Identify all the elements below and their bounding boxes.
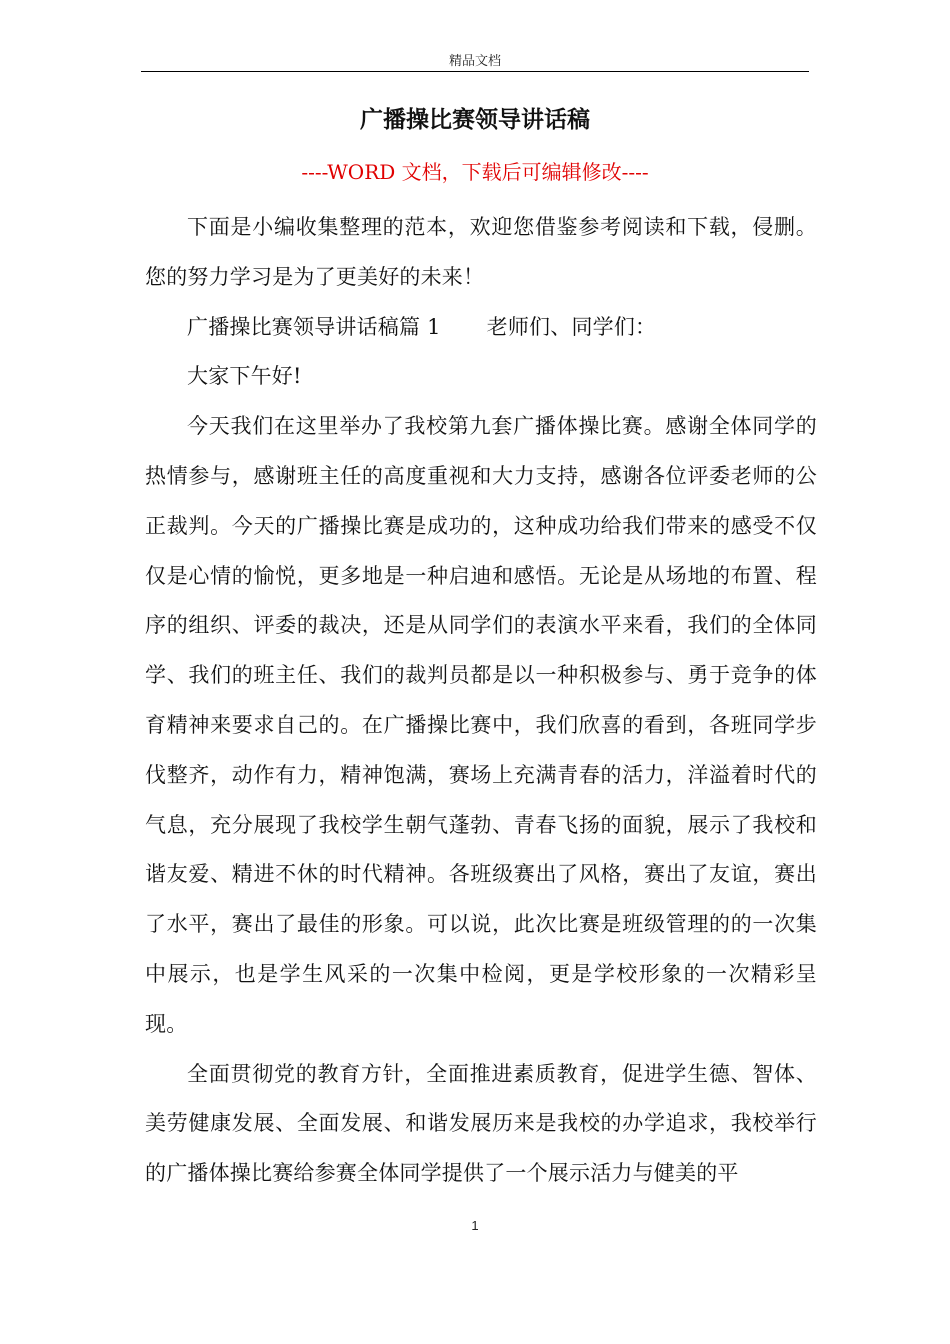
document-title: 广播操比赛领导讲话稿	[360, 106, 590, 133]
page-header: 精品文档	[448, 54, 501, 69]
section-heading-line	[145, 303, 817, 353]
document-subtitle: ----WORD 文档，下载后可编辑修改----	[301, 160, 649, 184]
intro-paragraph: 下面是小编收集整理的范本，欢迎您借鉴参考阅读和下载，侵删。您的努力学习是为了更美好的未来！	[145, 215, 817, 289]
page-number: 1	[471, 1218, 479, 1233]
greeting-paragraph: 大家下午好!	[187, 364, 302, 389]
body-paragraph-1: 今天我们在这里举办了我校第九套广播体操比赛。感谢全体同学的热情参与，感谢班主任的高度重视和大力支持，感谢各位评委老师的公正裁判。今天的广播操比赛是成功的，这种成功给我们带来的感受不仅仅是心情的愉悦，更多地是一种启迪和感悟。无论是从场地的布置、程序的组织、评委的裁决，还是从同学们的表演水平来看，我们的全体同学、我们的班主任、我们的裁判员都是以一种积极参与、勇于竞争的体育精神来要求自己的。在广播操比赛中，我们欣喜的看到，各班同学步伐整齐，动作有力，精神饱满，赛场上充满青春的活力，洋溢着时代的气息，充分展现了我校学生朝气蓬勃、青春飞扬的面貌，展示了我校和谐友爱、精进不休的时代精神。各班级赛出了风格，赛出了友谊，赛出了水平，赛出了最佳的形象。可以说，此次比赛是班级管理的的一次集中展示，也是学生风采的一次集中检阅，更是学校形象的一次精彩呈现。	[145, 414, 817, 1036]
document-body	[145, 203, 817, 1199]
header-divider	[141, 71, 809, 72]
body-paragraph-2: 全面贯彻党的教育方针，全面推进素质教育，促进学生德、智体、美劳健康发展、全面发展、和谐发展历来是我校的办学追求，我校举行的广播体操比赛给参赛全体同学提供了一个展示活力与健美的平	[145, 1061, 817, 1186]
section-heading: 广播操比赛领导讲话稿篇 1	[187, 314, 441, 339]
salutation: 老师们、同学们：	[486, 314, 657, 339]
